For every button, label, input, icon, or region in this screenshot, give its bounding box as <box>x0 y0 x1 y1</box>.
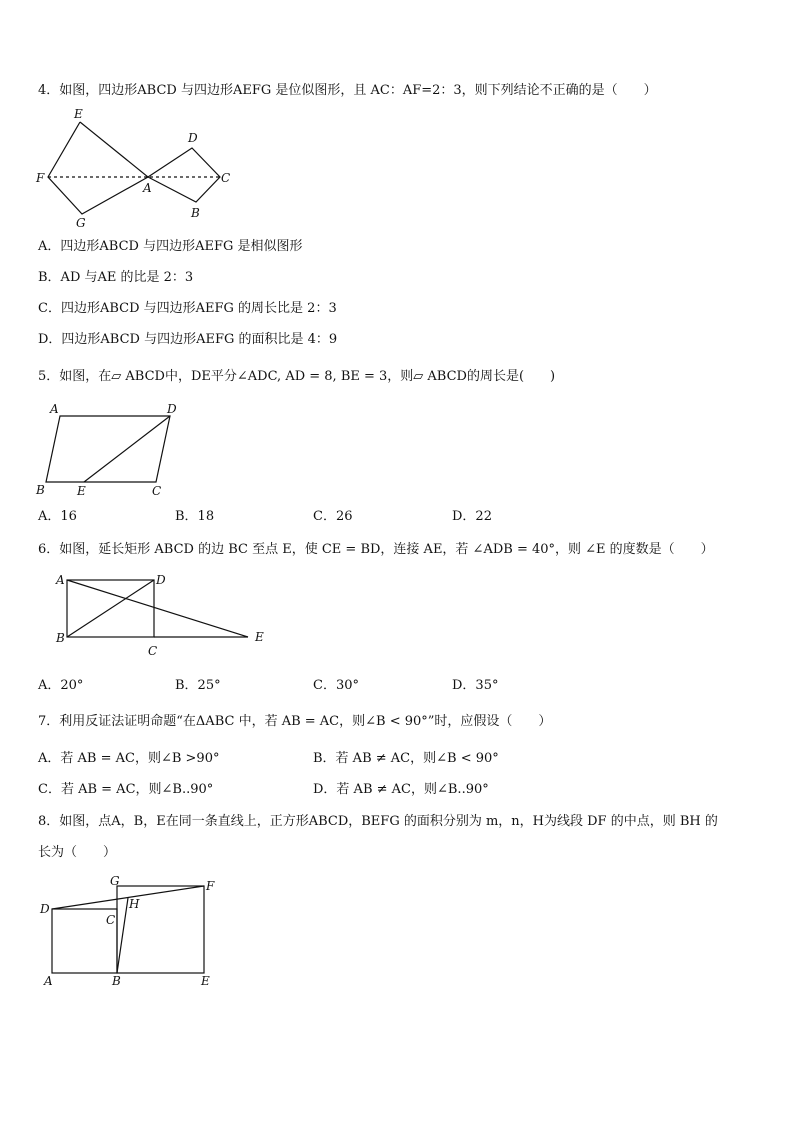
q7-stem: 7．利用反证法证明命题“在ΔABC 中，若 AB = AC，则∠B < 90°”时，应假设（ ） <box>38 714 552 729</box>
q5-stem: 5．如图，在▱ ABCD中，DE平分∠ADC, AD = 8, BE = 3，则▱ ABCD的周长是( ) <box>38 369 556 384</box>
q6-segment-ae <box>67 580 248 637</box>
q4-label-g: G <box>76 216 86 229</box>
q4-option-d: D．四边形ABCD 与四边形AEFG 的面积比是 4：9 <box>38 332 338 347</box>
q7-option-a: A．若 AB = AC，则∠B >90° <box>38 751 220 766</box>
q8-label-f: F <box>206 879 215 893</box>
q4-option-b: B．AD 与AE 的比是 2：3 <box>38 270 194 285</box>
q4-figure <box>30 104 250 229</box>
q8-label-a: A <box>44 974 53 988</box>
q6-label-e: E <box>255 630 264 644</box>
q8-label-e: E <box>201 974 210 988</box>
q6-option-a: A．20° <box>38 678 84 693</box>
q7-option-b: B．若 AB ≠ AC，则∠B < 90° <box>313 751 499 766</box>
q4-option-c: C．四边形ABCD 与四边形AEFG 的周长比是 2：3 <box>38 301 337 316</box>
q8-label-b: B <box>112 974 121 988</box>
q8-segment-df <box>52 886 204 909</box>
q8-stem-line2: 长为（ ） <box>38 845 117 860</box>
q4-quad-aefg <box>48 122 148 214</box>
q6-diagonal-bd <box>67 580 154 637</box>
q8-label-c: C <box>106 913 116 927</box>
q5-label-a: A <box>50 402 59 416</box>
q8-figure <box>36 874 226 992</box>
q8-label-d: D <box>40 902 50 916</box>
q6-figure <box>50 568 275 663</box>
q5-option-c: C．26 <box>313 509 353 524</box>
q5-parallelogram <box>46 416 170 482</box>
q7-option-d: D．若 AB ≠ AC，则∠B..90° <box>313 782 489 797</box>
q5-option-a: A．16 <box>38 509 77 524</box>
q4-stem: 4．如图，四边形ABCD 与四边形AEFG 是位似图形，且 AC：AF=2：3，则下列结论不正确的是（ ） <box>38 83 657 98</box>
q6-stem: 6．如图，延长矩形 ABCD 的边 BC 至点 E，使 CE = BD，连接 AE，若 ∠ADB = 40°，则 ∠E 的度数是（ ） <box>38 542 714 557</box>
q6-label-b: B <box>56 631 65 645</box>
q4-label-f: F <box>36 171 45 185</box>
q5-figure <box>34 400 184 500</box>
q5-segment-de <box>84 416 170 482</box>
q4-label-e: E <box>74 107 83 121</box>
q4-label-d: D <box>188 131 198 145</box>
q8-stem-line1: 8．如图，点A，B，E在同一条直线上，正方形ABCD，BEFG 的面积分别为 m，n，H为线段 DF 的中点，则 BH 的 <box>38 814 718 829</box>
q5-label-e: E <box>77 484 86 498</box>
q8-label-g: G <box>110 874 120 888</box>
q8-segment-bh <box>117 898 128 973</box>
q8-label-h: H <box>129 897 140 911</box>
q5-option-d: D．22 <box>452 509 492 524</box>
q5-label-d: D <box>167 402 177 416</box>
q5-option-b: B．18 <box>175 509 215 524</box>
q6-label-c: C <box>148 644 158 658</box>
q6-label-d: D <box>156 573 166 587</box>
q4-label-b: B <box>191 206 200 220</box>
q4-quad-abcd <box>148 148 220 202</box>
q4-label-c: C <box>221 171 231 185</box>
q5-label-c: C <box>152 484 162 498</box>
q4-label-a: A <box>143 181 152 195</box>
q6-option-c: C．30° <box>313 678 359 693</box>
q6-option-d: D．35° <box>452 678 499 693</box>
q6-label-a: A <box>56 573 65 587</box>
q6-option-b: B．25° <box>175 678 221 693</box>
q5-label-b: B <box>36 483 45 497</box>
q7-option-c: C．若 AB = AC，则∠B..90° <box>38 782 214 797</box>
q4-option-a: A．四边形ABCD 与四边形AEFG 是相似图形 <box>38 239 303 254</box>
